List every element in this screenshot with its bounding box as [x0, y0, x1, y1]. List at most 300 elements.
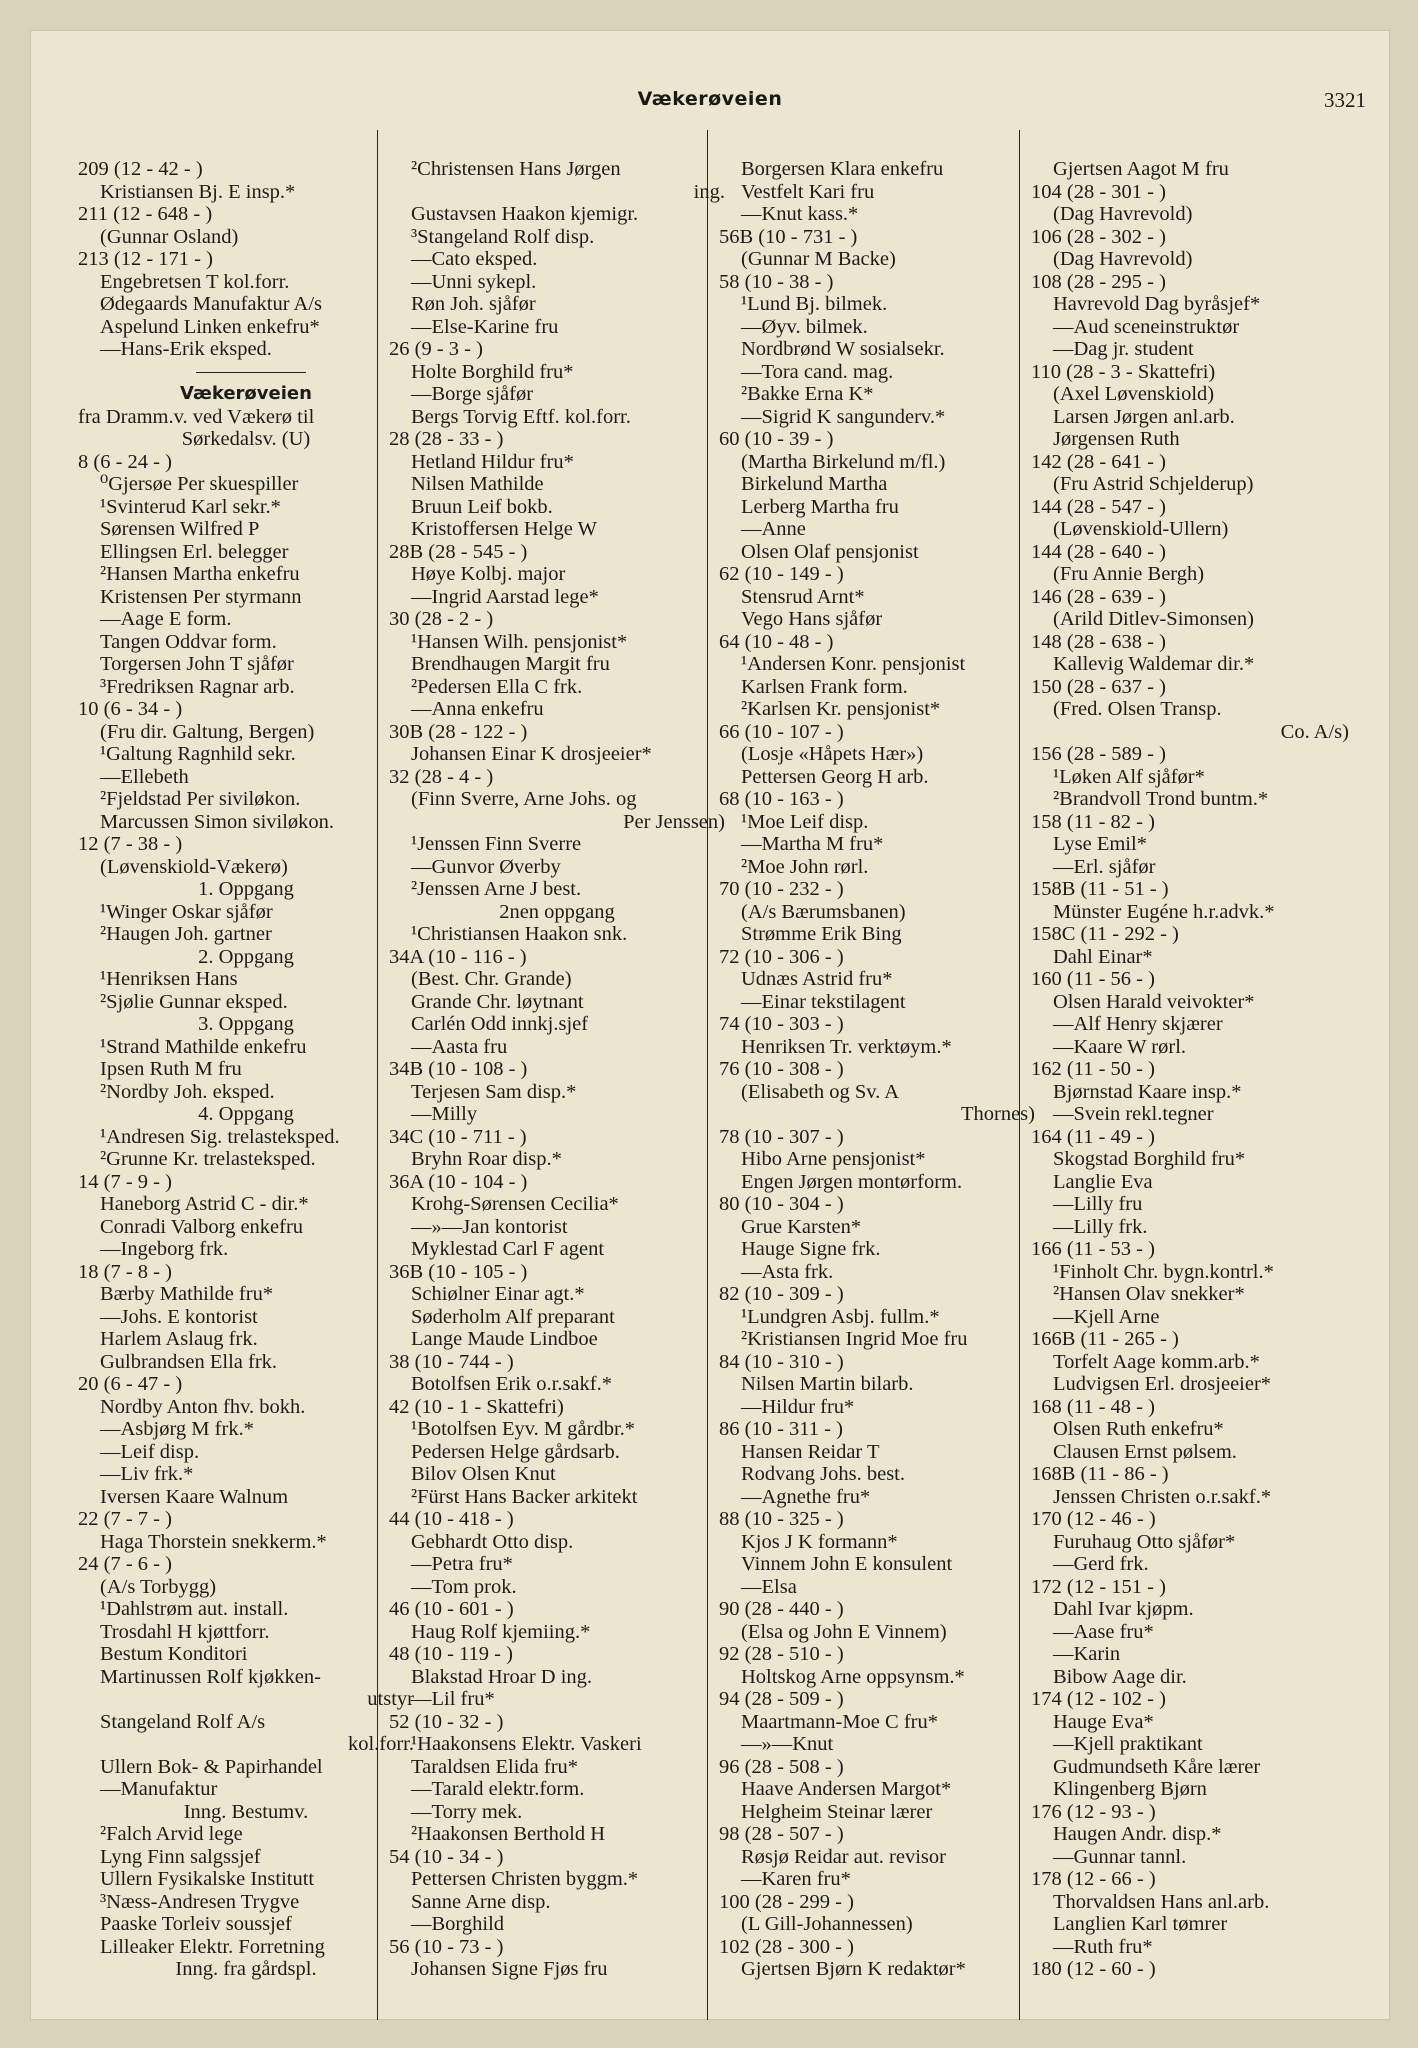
- directory-line: 158C (11 - 292 - ): [1031, 923, 1179, 945]
- directory-line: 162 (11 - 50 - ): [1031, 1058, 1155, 1080]
- directory-line: (A/s Torbygg): [100, 1575, 217, 1598]
- directory-line: —Kaare W rørl.: [1053, 1035, 1187, 1058]
- directory-line: —»—Knut: [741, 1733, 834, 1755]
- directory-line: 172 (12 - 151 - ): [1031, 1575, 1166, 1598]
- directory-line: Ellingsen Erl. belegger: [100, 540, 289, 563]
- directory-line: 180 (12 - 60 - ): [1031, 1958, 1156, 1980]
- directory-line: Johansen Signe Fjøs fru: [411, 1958, 608, 1980]
- directory-line: ¹Botolfsen Eyv. M gårdbr.*: [411, 1418, 636, 1440]
- directory-line: Torgersen John T sjåfør: [100, 653, 294, 675]
- directory-line: (Løvenskiold-Vækerø): [100, 855, 288, 878]
- directory-line: Hauge Eva*: [1053, 1710, 1154, 1733]
- section-divider: [78, 361, 414, 384]
- directory-line: (Dag Havrevold): [1053, 248, 1193, 270]
- directory-line: ¹Andresen Sig. trelasteksped.: [100, 1125, 340, 1148]
- directory-line: Pettersen Christen byggm.*: [411, 1868, 639, 1890]
- directory-line: Taraldsen Elida fru*: [411, 1755, 579, 1778]
- directory-line: utstyr: [367, 1688, 414, 1710]
- directory-line: Klingenberg Bjørn: [1053, 1778, 1207, 1800]
- directory-line: Grue Karsten*: [741, 1215, 862, 1238]
- directory-line: ¹Svinterud Karl sekr.*: [100, 495, 281, 518]
- directory-line: Rodvang Johs. best.: [741, 1463, 905, 1485]
- directory-line: Borgersen Klara enkefru: [741, 158, 944, 180]
- directory-line: Bilov Olsen Knut: [411, 1463, 556, 1485]
- directory-line: Gjertsen Bjørn K redaktør*: [741, 1958, 966, 1980]
- directory-line: kol.forr.: [347, 1733, 414, 1755]
- column-1: [78, 158, 414, 1981]
- directory-line: Münster Eugéne h.r.advk.*: [1053, 900, 1275, 923]
- directory-line: 102 (28 - 300 - ): [719, 1935, 854, 1958]
- directory-line: Bestum Konditori: [100, 1643, 248, 1665]
- directory-line: Høye Kolbj. major: [411, 563, 566, 585]
- directory-line: 46 (10 - 601 - ): [389, 1598, 514, 1620]
- directory-line: Ludvigsen Erl. drosjeeier*: [1053, 1373, 1272, 1395]
- directory-line: ²Jenssen Arne J best.: [411, 878, 582, 900]
- directory-line: ³Fredriksen Ragnar arb.: [100, 675, 295, 698]
- directory-line: 42 (10 - 1 - Skattefri): [389, 1395, 564, 1418]
- directory-line: —Torry mek.: [411, 1800, 523, 1823]
- directory-line: (Martha Birkelund m/fl.): [741, 450, 946, 473]
- directory-line: 3. Oppgang: [198, 1013, 294, 1035]
- directory-line: Engen Jørgen montørform.: [741, 1170, 963, 1193]
- directory-line: Furuhaug Otto sjåfør*: [1053, 1530, 1236, 1553]
- directory-line: Haga Thorstein snekkerm.*: [100, 1530, 327, 1553]
- directory-line: 44 (10 - 418 - ): [389, 1508, 514, 1530]
- directory-line: Brendhaugen Margit fru: [411, 653, 610, 675]
- directory-line: —Petra fru*: [411, 1553, 513, 1575]
- directory-line: —Borge sjåfør: [411, 383, 534, 405]
- directory-line: —Asbjørg M frk.*: [100, 1418, 254, 1440]
- directory-line: —Else-Karine fru: [411, 315, 559, 338]
- directory-line: 166 (11 - 53 - ): [1031, 1238, 1155, 1260]
- directory-line: ¹Moe Leif disp.: [741, 810, 869, 833]
- directory-line: (Elsa og John E Vinnem): [741, 1620, 947, 1643]
- directory-line: Hibo Arne pensjonist*: [741, 1148, 926, 1170]
- directory-line: 82 (10 - 309 - ): [719, 1283, 844, 1305]
- directory-line: 34A (10 - 116 - ): [389, 945, 527, 968]
- directory-line: —Liv frk.*: [100, 1463, 194, 1485]
- directory-line: —Aasta fru: [411, 1035, 508, 1058]
- directory-line: —Tarald elektr.form.: [411, 1778, 585, 1800]
- directory-line: —Asta frk.: [741, 1260, 834, 1283]
- directory-line: Hetland Hildur fru*: [411, 450, 574, 473]
- directory-line: 160 (11 - 56 - ): [1031, 968, 1155, 990]
- directory-line: ²Bakke Erna K*: [741, 383, 874, 405]
- directory-line: Trosdahl H kjøttforr.: [100, 1620, 270, 1643]
- directory-line: 2. Oppgang: [198, 945, 294, 968]
- directory-line: —Ruth fru*: [1053, 1935, 1153, 1958]
- directory-line: Inng. fra gårdspl.: [175, 1958, 317, 1980]
- directory-line: —Hildur fru*: [741, 1395, 855, 1418]
- directory-line: Karlsen Frank form.: [741, 675, 908, 698]
- directory-line: 22 (7 - 7 - ): [78, 1508, 172, 1530]
- column-2: [389, 158, 725, 1981]
- directory-line: (A/s Bærumsbanen): [741, 900, 906, 923]
- directory-line: 74 (10 - 303 - ): [719, 1013, 844, 1035]
- directory-line: Kristiansen Bj. E insp.*: [100, 180, 296, 203]
- directory-line: Gebhardt Otto disp.: [411, 1530, 574, 1553]
- directory-line: 12 (7 - 38 - ): [78, 833, 183, 855]
- directory-line: ²Haakonsen Berthold H: [411, 1823, 606, 1845]
- directory-line: ¹Christiansen Haakon snk.: [411, 923, 628, 945]
- directory-line: (Gunnar M Backe): [741, 248, 896, 270]
- directory-line: (Fred. Olsen Transp.: [1053, 698, 1222, 720]
- directory-line: 213 (12 - 171 - ): [78, 248, 213, 270]
- directory-line: Krohg-Sørensen Cecilia*: [411, 1193, 619, 1215]
- directory-line: Dahl Ivar kjøpm.: [1053, 1598, 1194, 1620]
- directory-line: Maartmann-Moe C fru*: [741, 1710, 938, 1733]
- directory-line: ¹Galtung Ragnhild sekr.: [100, 743, 296, 765]
- directory-line: ²Falch Arvid lege: [100, 1823, 243, 1845]
- directory-line: 24 (7 - 6 - ): [78, 1553, 172, 1575]
- directory-line: Olsen Olaf pensjonist: [741, 540, 919, 563]
- directory-line: (Fru Annie Bergh): [1053, 563, 1205, 585]
- directory-line: —Cato eksped.: [411, 248, 538, 270]
- directory-line: 176 (12 - 93 - ): [1031, 1800, 1156, 1823]
- directory-line: 54 (10 - 34 - ): [389, 1845, 504, 1868]
- directory-line: Ødegaards Manufaktur A/s: [100, 293, 323, 315]
- directory-line: Martinussen Rolf kjøkken-: [100, 1665, 321, 1688]
- directory-line: —Martha M fru*: [741, 833, 884, 855]
- directory-line: —Karen fru*: [741, 1868, 851, 1890]
- directory-line: 14 (7 - 9 - ): [78, 1170, 172, 1193]
- directory-line: (Finn Sverre, Arne Johs. og: [411, 788, 637, 810]
- directory-line: 2nen oppgang: [499, 900, 615, 923]
- directory-line: (Elisabeth og Sv. A: [741, 1080, 900, 1103]
- directory-line: 30B (28 - 122 - ): [389, 720, 528, 743]
- directory-line: Paaske Torleiv soussjef: [100, 1913, 292, 1935]
- directory-line: Kallevig Waldemar dir.*: [1053, 653, 1255, 675]
- directory-line: 10 (6 - 34 - ): [78, 698, 183, 720]
- directory-line: ¹Lundgren Asbj. fullm.*: [741, 1305, 940, 1328]
- directory-line: ²Pedersen Ella C frk.: [411, 675, 583, 698]
- directory-line: Terjesen Sam disp.*: [411, 1080, 577, 1103]
- directory-line: Sanne Arne disp.: [411, 1890, 551, 1913]
- directory-line: 144 (28 - 547 - ): [1031, 495, 1166, 518]
- directory-line: —Johs. E kontorist: [100, 1305, 258, 1328]
- directory-line: Marcussen Simon siviløkon.: [100, 810, 335, 833]
- page-number: 3321: [1324, 88, 1366, 112]
- directory-line: ²Nordby Joh. eksped.: [100, 1080, 275, 1103]
- directory-line: 70 (10 - 232 - ): [719, 878, 844, 900]
- directory-line: ¹Andersen Konr. pensjonist: [741, 653, 966, 675]
- directory-line: Kristensen Per styrmann: [100, 585, 302, 608]
- directory-line: 56B (10 - 731 - ): [719, 225, 858, 248]
- directory-line: Bruun Leif bokb.: [411, 495, 553, 518]
- directory-line: —Elsa: [741, 1575, 797, 1598]
- directory-line: Lyng Finn salgssjef: [100, 1845, 261, 1868]
- directory-line: Søderholm Alf preparant: [411, 1305, 615, 1328]
- directory-line: Haugen Andr. disp.*: [1053, 1823, 1222, 1845]
- directory-line: Haave Andersen Margot*: [741, 1778, 952, 1800]
- directory-line: —Knut kass.*: [741, 203, 859, 225]
- directory-line: Røsjø Reidar aut. revisor: [741, 1845, 946, 1868]
- directory-line: Grande Chr. løytnant: [411, 990, 584, 1013]
- column-4: [1031, 158, 1349, 1981]
- directory-line: 64 (10 - 48 - ): [719, 630, 834, 653]
- directory-line: Per Jenssen): [623, 810, 725, 833]
- directory-line: (Fru Astrid Schjelderup): [1053, 473, 1254, 495]
- directory-line: 98 (28 - 507 - ): [719, 1823, 844, 1845]
- directory-line: —Aage E form.: [100, 608, 232, 630]
- directory-line: Stangeland Rolf A/s: [100, 1710, 266, 1733]
- directory-line: Havrevold Dag byråsjef*: [1053, 293, 1261, 315]
- directory-line: Olsen Harald veivokter*: [1053, 990, 1255, 1013]
- directory-line: —Alf Henry skjærer: [1053, 1013, 1223, 1035]
- directory-line: Iversen Kaare Walnum: [100, 1485, 289, 1508]
- directory-line: 68 (10 - 163 - ): [719, 788, 844, 810]
- directory-line: 48 (10 - 119 - ): [389, 1643, 513, 1665]
- directory-line: 28B (28 - 545 - ): [389, 540, 528, 563]
- directory-line: 96 (28 - 508 - ): [719, 1755, 844, 1778]
- directory-line: 34C (10 - 711 - ): [389, 1125, 527, 1148]
- directory-line: Ullern Bok- & Papirhandel: [100, 1755, 323, 1778]
- directory-line: (Losje «Håpets Hær»): [741, 743, 924, 765]
- column-3: [719, 158, 1035, 1981]
- directory-line: Nilsen Martin bilarb.: [741, 1373, 914, 1395]
- directory-line: 148 (28 - 638 - ): [1031, 630, 1166, 653]
- directory-line: Pettersen Georg H arb.: [741, 765, 929, 788]
- directory-line: Myklestad Carl F agent: [411, 1238, 605, 1260]
- directory-line: Holte Borghild fru*: [411, 360, 574, 383]
- directory-line: —Gunnar tannl.: [1053, 1845, 1187, 1868]
- directory-line: Vækerøveien: [180, 383, 312, 404]
- directory-line: 104 (28 - 301 - ): [1031, 180, 1166, 203]
- directory-line: —Kjell praktikant: [1053, 1733, 1203, 1755]
- directory-line: 110 (28 - 3 - Skattefri): [1031, 360, 1216, 383]
- directory-line: 72 (10 - 306 - ): [719, 945, 844, 968]
- directory-line: Sørkedalsv. (U): [181, 428, 311, 450]
- directory-line: ³Næss-Andresen Trygve: [100, 1890, 300, 1913]
- directory-line: Nilsen Mathilde: [411, 473, 544, 495]
- directory-line: Johansen Einar K drosjeeier*: [411, 743, 652, 765]
- directory-line: Gjertsen Aagot M fru: [1053, 158, 1229, 180]
- directory-line: Thornes): [960, 1103, 1035, 1125]
- directory-line: (Axel Løvenskiold): [1053, 383, 1215, 405]
- directory-line: ¹Dahlstrøm aut. install.: [100, 1598, 289, 1620]
- directory-line: 92 (28 - 510 - ): [719, 1643, 844, 1665]
- directory-line: (Best. Chr. Grande): [411, 968, 572, 990]
- directory-line: Inng. Bestumv.: [183, 1800, 309, 1823]
- directory-line: 144 (28 - 640 - ): [1031, 540, 1166, 563]
- directory-line: —Manufaktur: [100, 1778, 218, 1800]
- directory-line: ¹Jenssen Finn Sverre: [411, 833, 582, 855]
- directory-line: 211 (12 - 648 - ): [78, 203, 213, 225]
- directory-line: Harlem Aslaug frk.: [100, 1328, 258, 1350]
- directory-line: 60 (10 - 39 - ): [719, 428, 834, 450]
- directory-line: Hauge Signe frk.: [741, 1238, 881, 1260]
- directory-line: —Kjell Arne: [1053, 1305, 1160, 1328]
- directory-line: 108 (28 - 295 - ): [1031, 270, 1166, 293]
- directory-line: —Dag jr. student: [1053, 338, 1194, 360]
- directory-line: —Anne: [741, 518, 806, 540]
- directory-line: Haneborg Astrid C - dir.*: [100, 1193, 309, 1215]
- directory-line: 36A (10 - 104 - ): [389, 1170, 528, 1193]
- directory-line: Ipsen Ruth M fru: [100, 1058, 242, 1080]
- directory-line: Røn Joh. sjåfør: [411, 293, 536, 315]
- directory-line: Blakstad Hroar D ing.: [411, 1665, 593, 1688]
- directory-line: ²Karlsen Kr. pensjonist*: [741, 698, 941, 720]
- directory-line: 30 (28 - 2 - ): [389, 608, 494, 630]
- directory-line: ¹Finholt Chr. bygn.kontrl.*: [1053, 1260, 1274, 1283]
- directory-line: —Tora cand. mag.: [741, 360, 894, 383]
- directory-line: Bibow Aage dir.: [1053, 1665, 1187, 1688]
- directory-line: 158 (11 - 82 - ): [1031, 810, 1155, 833]
- directory-line: —Unni sykepl.: [411, 270, 537, 293]
- directory-line: Ullern Fysikalske Institutt: [100, 1868, 315, 1890]
- directory-line: 84 (10 - 310 - ): [719, 1350, 844, 1373]
- directory-line: ²Kristiansen Ingrid Moe fru: [741, 1328, 968, 1350]
- directory-line: Vinnem John E konsulent: [741, 1553, 953, 1575]
- directory-line: —»—Jan kontorist: [411, 1215, 568, 1238]
- directory-line: 158B (11 - 51 - ): [1031, 878, 1169, 900]
- directory-line: Udnæs Astrid fru*: [741, 968, 893, 990]
- directory-line: (Løvenskiold-Ullern): [1053, 518, 1229, 540]
- directory-line: Larsen Jørgen anl.arb.: [1053, 405, 1235, 428]
- directory-line: Bergs Torvig Eftf. kol.forr.: [411, 405, 631, 428]
- directory-line: Nordbrønd W sosialsekr.: [741, 338, 945, 360]
- directory-line: Torfelt Aage komm.arb.*: [1053, 1350, 1260, 1373]
- directory-line: ¹Hansen Wilh. pensjonist*: [411, 630, 628, 653]
- directory-line: 150 (28 - 637 - ): [1031, 675, 1166, 698]
- directory-line: Stensrud Arnt*: [741, 585, 865, 608]
- directory-line: (Fru dir. Galtung, Bergen): [100, 720, 315, 743]
- directory-line: 78 (10 - 307 - ): [719, 1125, 844, 1148]
- directory-line: Co. A/s): [1280, 720, 1349, 743]
- directory-line: ¹Strand Mathilde enkefru: [100, 1035, 307, 1058]
- directory-line: ²Fürst Hans Backer arkitekt: [411, 1485, 638, 1508]
- directory-line: —Svein rekl.tegner: [1053, 1103, 1214, 1125]
- directory-line: —Aud sceneinstruktør: [1053, 315, 1240, 338]
- directory-line: 1. Oppgang: [198, 878, 294, 900]
- directory-line: ¹Haakonsens Elektr. Vaskeri: [411, 1733, 642, 1755]
- directory-line: —Gerd frk.: [1053, 1553, 1149, 1575]
- directory-line: —Leif disp.: [100, 1440, 200, 1463]
- directory-line: 178 (12 - 66 - ): [1031, 1868, 1156, 1890]
- directory-line: —Lil fru*: [411, 1688, 495, 1710]
- directory-line: Strømme Erik Bing: [741, 923, 902, 945]
- directory-line: 209 (12 - 42 - ): [78, 158, 203, 180]
- directory-line: 56 (10 - 73 - ): [389, 1935, 504, 1958]
- directory-line: 164 (11 - 49 - ): [1031, 1125, 1155, 1148]
- directory-line: 88 (10 - 325 - ): [719, 1508, 844, 1530]
- directory-line: Gulbrandsen Ella frk.: [100, 1350, 278, 1373]
- directory-line: —Milly: [411, 1103, 478, 1125]
- directory-line: Bjørnstad Kaare insp.*: [1053, 1080, 1242, 1103]
- directory-line: 4. Oppgang: [198, 1103, 294, 1125]
- directory-line: Schiølner Einar agt.*: [411, 1283, 585, 1305]
- directory-line: 174 (12 - 102 - ): [1031, 1688, 1166, 1710]
- directory-line: Vestfelt Kari fru: [741, 180, 875, 203]
- directory-line: Helgheim Steinar lærer: [741, 1800, 933, 1823]
- directory-line: ²Christensen Hans Jørgen: [411, 158, 621, 180]
- directory-line: Olsen Ruth enkefru*: [1053, 1418, 1224, 1440]
- directory-line: 168B (11 - 86 - ): [1031, 1463, 1169, 1485]
- directory-page: [30, 30, 1390, 2020]
- directory-line: —Øyv. bilmek.: [741, 315, 868, 338]
- directory-line: 36B (10 - 105 - ): [389, 1260, 528, 1283]
- directory-line: 80 (10 - 304 - ): [719, 1193, 844, 1215]
- directory-line: fra Dramm.v. ved Vækerø til: [78, 405, 315, 428]
- directory-line: —Aase fru*: [1053, 1620, 1154, 1643]
- directory-line: 106 (28 - 302 - ): [1031, 225, 1166, 248]
- directory-line: —Anna enkefru: [411, 698, 544, 720]
- directory-line: —Karin: [1053, 1643, 1121, 1665]
- directory-line: ¹Løken Alf sjåfør*: [1053, 765, 1205, 788]
- directory-line: ²Grunne Kr. trelasteksped.: [100, 1148, 316, 1170]
- directory-line: 20 (6 - 47 - ): [78, 1373, 183, 1395]
- directory-line: ¹Winger Oskar sjåfør: [100, 900, 273, 923]
- directory-line: Hansen Reidar T: [741, 1440, 880, 1463]
- directory-line: 66 (10 - 107 - ): [719, 720, 844, 743]
- directory-line: Dahl Einar*: [1053, 945, 1153, 968]
- directory-line: Bryhn Roar disp.*: [411, 1148, 562, 1170]
- directory-line: ing.: [693, 180, 725, 203]
- directory-line: —Borghild: [411, 1913, 505, 1935]
- directory-line: Carlén Odd innkj.sjef: [411, 1013, 589, 1035]
- directory-line: Lange Maude Lindboe: [411, 1328, 598, 1350]
- directory-line: Conradi Valborg enkefru: [100, 1215, 304, 1238]
- directory-line: 38 (10 - 744 - ): [389, 1350, 514, 1373]
- directory-line: 86 (10 - 311 - ): [719, 1418, 843, 1440]
- directory-line: 28 (28 - 33 - ): [389, 428, 504, 450]
- directory-line: Lilleaker Elektr. Forretning: [100, 1935, 325, 1958]
- directory-line: Aspelund Linken enkefru*: [100, 315, 320, 338]
- directory-line: Thorvaldsen Hans anl.arb.: [1053, 1890, 1270, 1913]
- directory-line: (Dag Havrevold): [1053, 203, 1193, 225]
- directory-line: Kristoffersen Helge W: [411, 518, 597, 540]
- directory-line: 142 (28 - 641 - ): [1031, 450, 1166, 473]
- directory-line: Langlien Karl tømrer: [1053, 1913, 1228, 1935]
- directory-line: Holtskog Arne oppsynsm.*: [741, 1665, 965, 1688]
- directory-line: Gudmundseth Kåre lærer: [1053, 1755, 1261, 1778]
- directory-line: ¹Lund Bj. bilmek.: [741, 293, 888, 315]
- directory-line: —Erl. sjåfør: [1053, 855, 1156, 878]
- directory-line: ²Hansen Martha enkefru: [100, 563, 300, 585]
- directory-line: Vego Hans sjåfør: [741, 608, 883, 630]
- directory-line: 18 (7 - 8 - ): [78, 1260, 172, 1283]
- page-header: [30, 88, 1390, 118]
- directory-line: Skogstad Borghild fru*: [1053, 1148, 1246, 1170]
- directory-line: 156 (28 - 589 - ): [1031, 743, 1166, 765]
- directory-line: —Agnethe fru*: [741, 1485, 871, 1508]
- directory-line: —Einar tekstilagent: [741, 990, 906, 1013]
- directory-line: ²Sjølie Gunnar eksped.: [100, 990, 288, 1013]
- directory-line: Gustavsen Haakon kjemigr.: [411, 203, 639, 225]
- directory-line: —Ellebeth: [100, 765, 189, 788]
- directory-line: ³Stangeland Rolf disp.: [411, 225, 595, 248]
- directory-line: Clausen Ernst pølsem.: [1053, 1440, 1237, 1463]
- street-title: Vækerøveien: [637, 88, 783, 110]
- directory-line: Nordby Anton fhv. bokh.: [100, 1395, 306, 1418]
- directory-line: 34B (10 - 108 - ): [389, 1058, 528, 1080]
- directory-line: Henriksen Tr. verktøym.*: [741, 1035, 952, 1058]
- directory-line: 32 (28 - 4 - ): [389, 765, 494, 788]
- directory-line: ⁰Gjersøe Per skuespiller: [100, 473, 299, 495]
- directory-line: —Gunvor Øverby: [411, 855, 561, 878]
- directory-line: Haug Rolf kjemiing.*: [411, 1620, 591, 1643]
- directory-line: —Tom prok.: [411, 1575, 517, 1598]
- directory-line: 52 (10 - 32 - ): [389, 1710, 504, 1733]
- directory-line: 166B (11 - 265 - ): [1031, 1328, 1179, 1350]
- directory-line: ²Fjeldstad Per siviløkon.: [100, 788, 301, 810]
- directory-line: ²Haugen Joh. gartner: [100, 923, 272, 945]
- directory-line: 170 (12 - 46 - ): [1031, 1508, 1156, 1530]
- directory-line: Jørgensen Ruth: [1053, 428, 1180, 450]
- directory-line: 100 (28 - 299 - ): [719, 1890, 854, 1913]
- directory-line: 90 (28 - 440 - ): [719, 1598, 844, 1620]
- directory-line: Engebretsen T kol.forr.: [100, 270, 290, 293]
